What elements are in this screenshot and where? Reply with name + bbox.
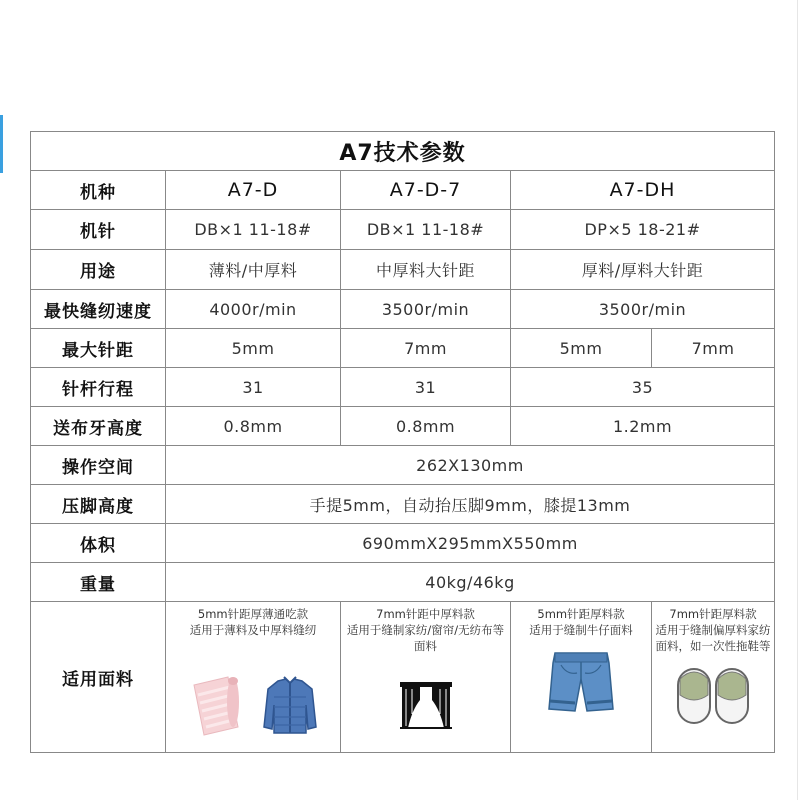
space-row <box>31 446 775 485</box>
model-a7-d: A7-D <box>166 171 341 210</box>
row-label-stitch: 最大针距 <box>31 329 166 368</box>
presser-row <box>31 485 775 524</box>
needle-a7-d: DB×1 11-18# <box>166 210 341 250</box>
row-label-needle: 机针 <box>31 210 166 250</box>
fabric-row <box>31 602 775 753</box>
fabric-desc: 适用于薄料及中厚料缝纫 <box>189 623 317 637</box>
model-row <box>31 171 775 210</box>
spec-table <box>30 131 775 753</box>
fabric-cell-a7-d-7 <box>341 602 511 753</box>
curtain-icon <box>398 680 454 732</box>
title-row <box>31 132 775 171</box>
stitch-a7-d-7: 7mm <box>341 329 511 368</box>
speed-a7-d: 4000r/min <box>166 290 341 329</box>
volume-value: 690mmX295mmX550mm <box>166 524 775 563</box>
stitch-a7-d: 5mm <box>166 329 341 368</box>
row-label-volume: 体积 <box>31 524 166 563</box>
feed-a7-d-7: 0.8mm <box>341 407 511 446</box>
usage-a7-dh: 厚料/厚料大针距 <box>511 250 775 290</box>
fabric-title: 7mm针距中厚料款 <box>376 607 475 621</box>
volume-row <box>31 524 775 563</box>
table-title: A7技术参数 <box>31 132 775 171</box>
stroke-a7-dh: 35 <box>511 368 775 407</box>
edge-accent-mark <box>0 115 3 173</box>
fabric-title: 5mm针距厚薄通吃款 <box>197 607 309 621</box>
jacket-icon <box>262 675 318 737</box>
feed-a7-d: 0.8mm <box>166 407 341 446</box>
needle-row <box>31 210 775 250</box>
fabric-roll-icon <box>188 673 244 739</box>
stitch-a7-dh-5: 5mm <box>511 329 652 368</box>
row-label-usage: 用途 <box>31 250 166 290</box>
row-label-fabric: 适用面料 <box>31 602 166 753</box>
needle-a7-d-7: DB×1 11-18# <box>341 210 511 250</box>
stitch-row <box>31 329 775 368</box>
usage-row <box>31 250 775 290</box>
row-label-weight: 重量 <box>31 563 166 602</box>
speed-row <box>31 290 775 329</box>
model-a7-dh: A7-DH <box>511 171 775 210</box>
stroke-row <box>31 368 775 407</box>
fabric-desc: 适用于缝制牛仔面料 <box>529 623 633 637</box>
row-label-feed: 送布牙高度 <box>31 407 166 446</box>
weight-row <box>31 563 775 602</box>
fabric-title: 5mm针距厚料款 <box>537 607 625 621</box>
denim-shorts-icon <box>547 649 615 715</box>
speed-a7-dh: 3500r/min <box>511 290 775 329</box>
speed-a7-d-7: 3500r/min <box>341 290 511 329</box>
feed-a7-dh: 1.2mm <box>511 407 775 446</box>
row-label-speed: 最快缝纫速度 <box>31 290 166 329</box>
usage-a7-d-7: 中厚料大针距 <box>341 250 511 290</box>
page-edge-line <box>797 0 798 800</box>
stroke-a7-d: 31 <box>166 368 341 407</box>
usage-a7-d: 薄料/中厚料 <box>166 250 341 290</box>
feed-row <box>31 407 775 446</box>
weight-value: 40kg/46kg <box>166 563 775 602</box>
space-value: 262X130mm <box>166 446 775 485</box>
row-label-presser: 压脚高度 <box>31 485 166 524</box>
stroke-a7-d-7: 31 <box>341 368 511 407</box>
row-label-space: 操作空间 <box>31 446 166 485</box>
fabric-cell-a7-d <box>166 602 341 753</box>
needle-a7-dh: DP×5 18-21# <box>511 210 775 250</box>
fabric-title: 7mm针距厚料款 <box>669 607 757 621</box>
fabric-desc: 适用于缝制家纺/窗帘/无纺布等面料 <box>346 623 505 653</box>
slippers-icon <box>674 665 752 727</box>
fabric-desc: 适用于缝制偏厚料家纺面料，如一次性拖鞋等 <box>655 623 771 653</box>
presser-value: 手提5mm，自动抬压脚9mm，膝提13mm <box>166 485 775 524</box>
model-a7-d-7: A7-D-7 <box>341 171 511 210</box>
row-label-model: 机种 <box>31 171 166 210</box>
fabric-cell-a7-dh-7 <box>652 602 775 753</box>
fabric-cell-a7-dh-5 <box>511 602 652 753</box>
row-label-stroke: 针杆行程 <box>31 368 166 407</box>
stitch-a7-dh-7: 7mm <box>652 329 775 368</box>
